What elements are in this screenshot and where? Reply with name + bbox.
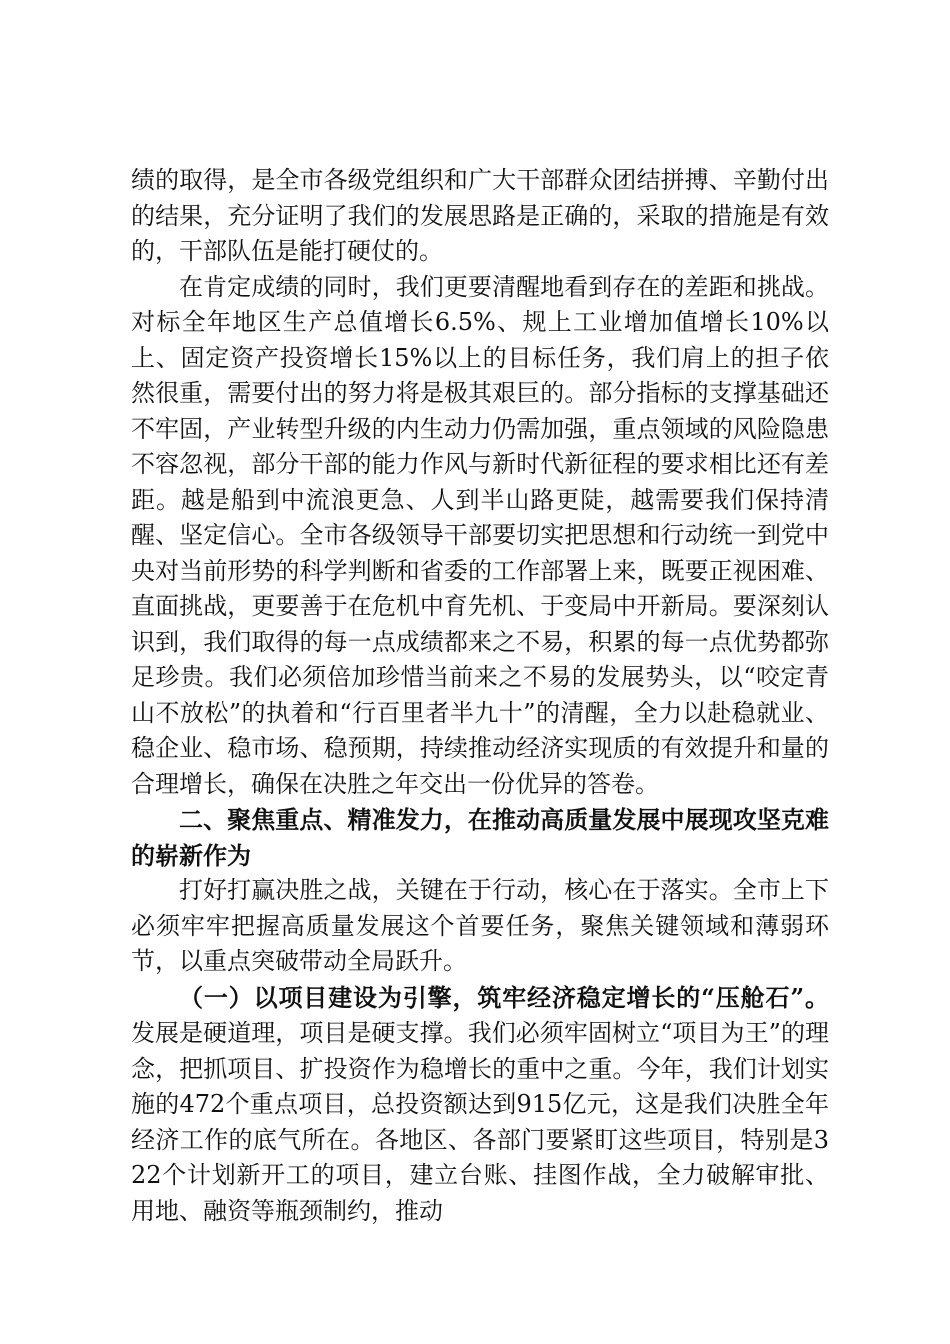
document-body: [131, 163, 829, 1229]
paragraph-continuation: 绩的取得，是全市各级党组织和广大干部群众团结拼搏、辛勤付出的结果，充分证明了我们的发展思路是正确的，采取的措施是有效的，干部队伍是能打硬仗的。: [131, 166, 829, 265]
paragraph-projects-body: 发展是硬道理，项目是硬支撑。我们必须牢固树立“项目为王”的理念，把抓项目、扩投资作为稳增长的重中之重。今年，我们计划实施的472个重点项目，总投资额达到915亿元，这是我们决胜全年经济工作的底气所在。各地区、各部门要紧盯这些项目，特别是322个计划新开工的项目，建立台账、挂图作战，全力破解审批、用地、融资等瓶颈制约，推动: [131, 1019, 829, 1225]
paragraph-intro: 打好打赢决胜之战，关键在于行动，核心在于落实。全市上下必须牢牢把握高质量发展这个首要任务，聚焦关键领域和薄弱环节，以重点突破带动全局跃升。: [131, 876, 829, 975]
paragraph-challenges: 在肯定成绩的同时，我们更要清醒地看到存在的差距和挑战。对标全年地区生产总值增长6.5%、规上工业增加值增长10%以上、固定资产投资增长15%以上的目标任务，我们肩上的担子依然很重，需要付出的努力将是极其艰巨的。部分指标的支撑基础还不牢固，产业转型升级的内生动力仍需加强，重点领域的风险隐患不容忽视，部分干部的能力作风与新时代新征程的要求相比还有差距。越是船到中流浪更急、人到半山路更陡，越需要我们保持清醒、坚定信心。全市各级领导干部要切实把思想和行动统一到党中央对当前形势的科学判断和省委的工作部署上来，既要正视困难、直面挑战，更要善于在危机中育先机、于变局中开新局。要深刻认识到，我们取得的每一点成绩都来之不易，积累的每一点优势都弥足珍贵。我们必须倍加珍惜当前来之不易的发展势头，以“咬定青山不放松”的执着和“行百里者半九十”的清醒，全力以赴稳就业、稳企业、稳市场、稳预期，持续推动经济实现质的有效提升和量的合理增长，确保在决胜之年交出一份优异的答卷。: [131, 272, 829, 798]
paragraph-projects: [131, 980, 829, 1230]
subheading-projects: （一）以项目建设为引擎，筑牢经济稳定增长的“压舱石”。: [179, 982, 829, 1012]
section-heading-2: 二、聚焦重点、精准发力，在推动高质量发展中展现攻坚克难的崭新作为: [131, 805, 829, 870]
